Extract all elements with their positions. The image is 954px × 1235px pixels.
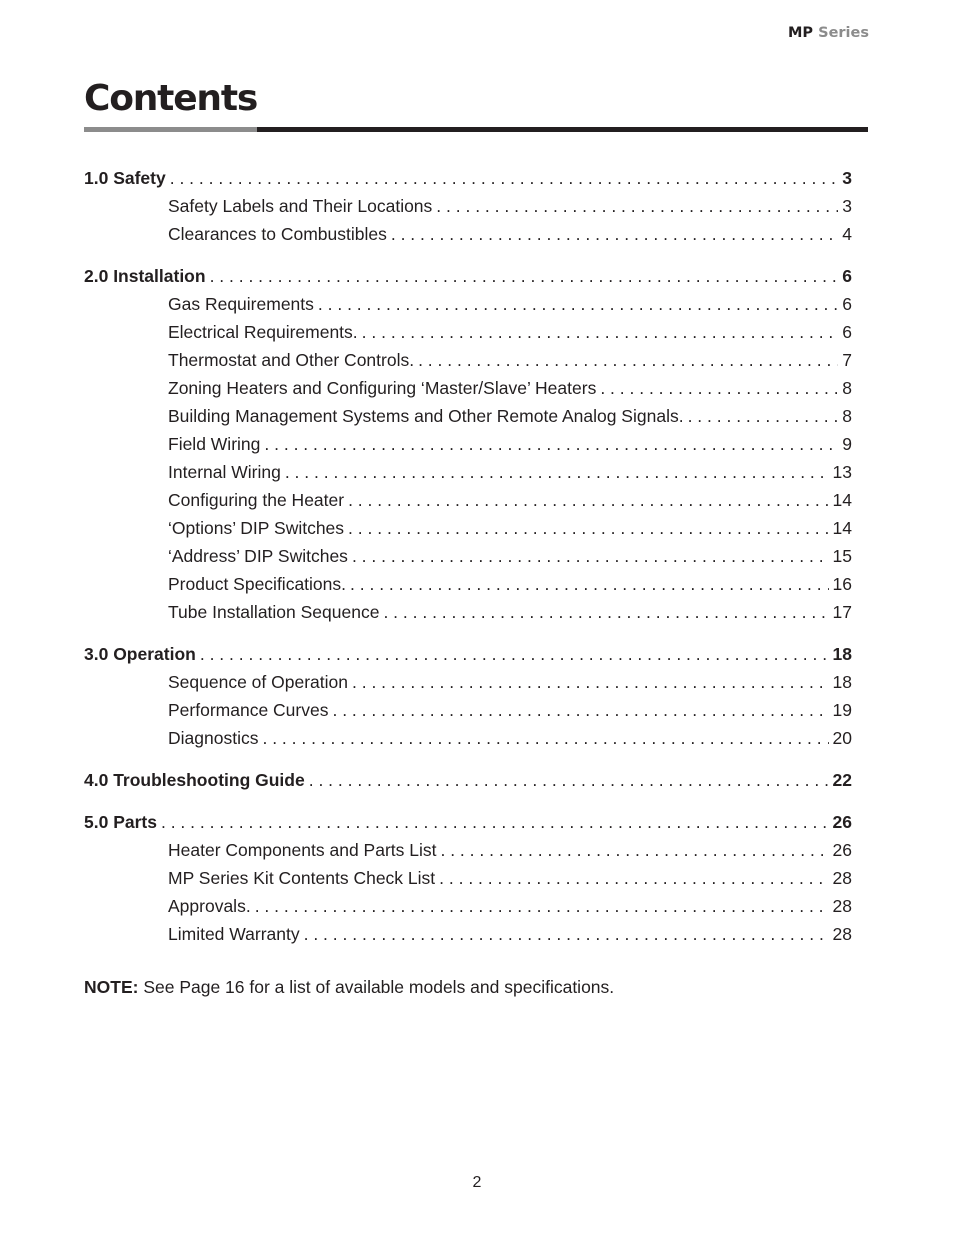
toc-entry-page: 4 [842,224,852,244]
toc-section [84,164,852,248]
toc-entry-page: 9 [842,434,852,454]
toc-dot-leader [688,402,839,430]
toc-entry-page: 18 [832,672,852,692]
toc-entry-label: Clearances to Combustibles [168,224,387,244]
toc-dot-leader [348,514,828,542]
toc-subentry[interactable] [84,220,852,248]
toc-subentry[interactable] [84,458,852,486]
toc-subentry[interactable] [84,318,852,346]
toc-entry-page: 28 [832,924,852,944]
toc-entry-label: ‘Options’ DIP Switches [168,518,345,538]
toc-entry-page: 19 [832,700,852,720]
header-brand [788,25,869,41]
toc-entry-page: 13 [832,462,852,482]
brand-mp: MP [788,25,814,41]
toc-section-entry[interactable] [84,262,852,290]
toc-section [84,766,852,794]
toc-entry-page: 17 [832,602,852,622]
toc-entry-page: 18 [832,644,852,664]
toc-entry-label: Configuring the Heater [168,490,345,510]
toc-dot-leader [304,920,829,948]
toc-subentry[interactable] [84,514,852,542]
toc-entry-page: 7 [842,350,852,370]
toc-dot-leader [350,570,829,598]
toc-entry-label: Heater Components and Parts List [168,840,437,860]
toc-dot-leader [170,164,839,192]
toc-dot-leader [210,262,839,290]
toc-dot-leader [285,458,829,486]
toc-entry-label: Approvals. [168,896,251,916]
toc-dot-leader [440,836,828,864]
toc-dot-leader [264,430,838,458]
toc-section-entry[interactable] [84,808,852,836]
title-rule-accent [84,127,257,132]
toc-entry-label: 5.0 Parts [84,812,157,832]
toc-dot-leader [391,220,838,248]
toc-entry-page: 3 [842,196,852,216]
toc-dot-leader [362,318,839,346]
toc-entry-label: Tube Installation Sequence [168,602,380,622]
toc-entry-label: Electrical Requirements. [168,322,358,342]
toc-entry-label: Thermostat and Other Controls. [168,350,415,370]
toc-entry-label: 3.0 Operation [84,644,196,664]
toc-section [84,262,852,626]
toc-subentry[interactable] [84,724,852,752]
toc-subentry[interactable] [84,920,852,948]
toc-dot-leader [348,486,828,514]
table-of-contents [84,164,852,962]
toc-subentry[interactable] [84,668,852,696]
toc-section-entry[interactable] [84,164,852,192]
toc-subentry[interactable] [84,192,852,220]
toc-entry-page: 8 [842,378,852,398]
toc-dot-leader [161,808,829,836]
toc-entry-page: 20 [832,728,852,748]
toc-entry-page: 6 [842,322,852,342]
toc-entry-label: Performance Curves [168,700,329,720]
toc-dot-leader [383,598,828,626]
toc-section [84,640,852,752]
toc-entry-label: Field Wiring [168,434,261,454]
toc-dot-leader [418,346,838,374]
toc-subentry[interactable] [84,836,852,864]
toc-entry-label: Gas Requirements [168,294,314,314]
toc-entry-page: 6 [842,266,852,286]
toc-entry-label: Building Management Systems and Other Remote Analog Signals. [168,406,684,426]
toc-subentry[interactable] [84,696,852,724]
title-rule [257,127,868,132]
toc-dot-leader [200,640,829,668]
toc-entry-label: Diagnostics [168,728,259,748]
page-title: Contents [84,78,258,119]
toc-entry-label: 4.0 Troubleshooting Guide [84,770,305,790]
toc-entry-label: Internal Wiring [168,462,281,482]
toc-dot-leader [436,192,838,220]
toc-dot-leader [600,374,838,402]
toc-section-entry[interactable] [84,766,852,794]
toc-entry-page: 26 [832,840,852,860]
toc-entry-label: Sequence of Operation [168,672,348,692]
toc-dot-leader [262,724,828,752]
toc-dot-leader [352,668,829,696]
toc-entry-page: 16 [832,574,852,594]
toc-entry-page: 8 [842,406,852,426]
toc-entry-label: Safety Labels and Their Locations [168,196,433,216]
toc-dot-leader [309,766,829,794]
toc-subentry[interactable] [84,598,852,626]
toc-entry-page: 14 [832,490,852,510]
toc-dot-leader [318,290,838,318]
toc-dot-leader [332,696,828,724]
toc-entry-label: Product Specifications. [168,574,347,594]
toc-subentry[interactable] [84,570,852,598]
brand-series: Series [818,25,869,41]
toc-entry-label: Limited Warranty [168,924,300,944]
toc-section-entry[interactable] [84,640,852,668]
toc-subentry[interactable] [84,430,852,458]
toc-subentry[interactable] [84,892,852,920]
toc-dot-leader [439,864,828,892]
toc-entry-page: 22 [832,770,852,790]
note-label: NOTE: [84,977,139,997]
toc-entry-page: 15 [832,546,852,566]
toc-entry-page: 28 [832,896,852,916]
toc-dot-leader [255,892,829,920]
toc-entry-label: Zoning Heaters and Configuring ‘Master/Slave’ Heaters [168,378,597,398]
toc-subentry[interactable] [84,290,852,318]
note [84,977,614,998]
toc-dot-leader [352,542,829,570]
page-number: 2 [472,1174,482,1191]
toc-entry-label: ‘Address’ DIP Switches [168,546,348,566]
toc-entry-page: 28 [832,868,852,888]
toc-entry-label: MP Series Kit Contents Check List [168,868,436,888]
toc-subentry[interactable] [84,402,852,430]
toc-entry-label: 2.0 Installation [84,266,206,286]
toc-subentry[interactable] [84,486,852,514]
toc-subentry[interactable] [84,542,852,570]
toc-entry-label: 1.0 Safety [84,168,166,188]
toc-subentry[interactable] [84,864,852,892]
toc-subentry[interactable] [84,346,852,374]
note-text: See Page 16 for a list of available models and specifications. [138,977,615,997]
toc-section [84,808,852,948]
toc-entry-page: 14 [832,518,852,538]
toc-entry-page: 6 [842,294,852,314]
toc-entry-page: 26 [832,812,852,832]
toc-subentry[interactable] [84,374,852,402]
toc-entry-page: 3 [842,168,852,188]
